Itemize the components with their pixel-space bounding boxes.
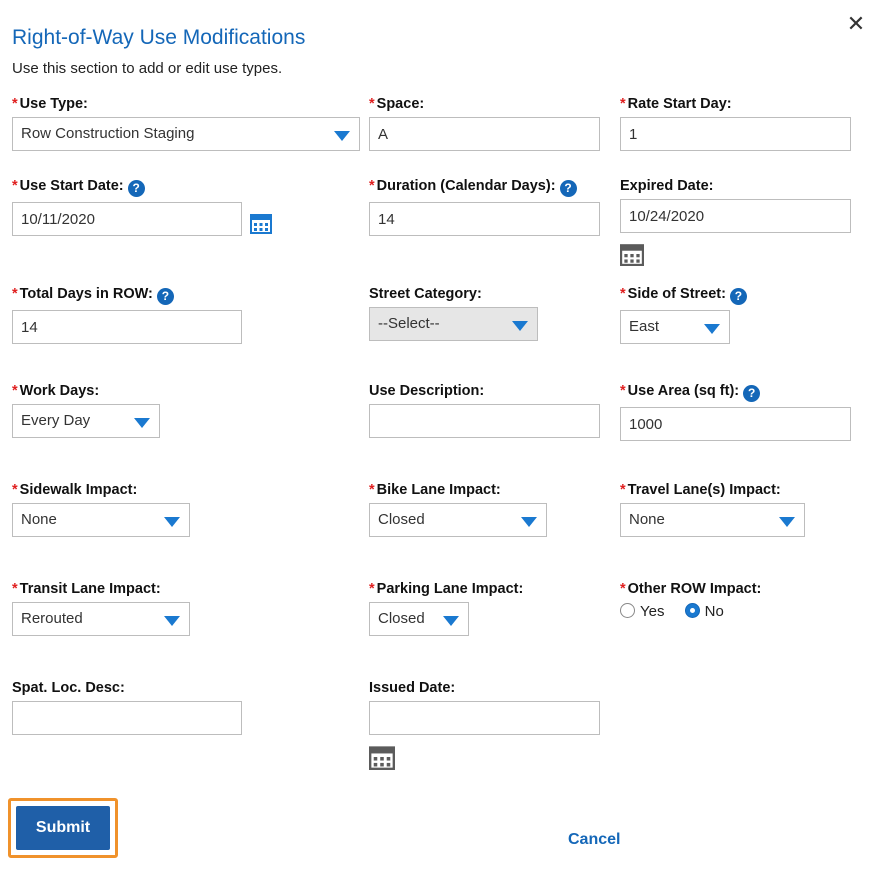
other-row-impact-radio-group: [620, 603, 761, 620]
submit-button-highlight: [8, 798, 118, 858]
calendar-icon[interactable]: [369, 744, 391, 766]
transit-lane-impact-value: Rerouted: [21, 610, 83, 627]
use-type-form: [0, 96, 882, 780]
other-row-impact-no-label: No: [704, 603, 724, 620]
page-title: Right-of-Way Use Modifications: [12, 26, 306, 49]
calendar-icon[interactable]: [250, 212, 272, 234]
required-marker: *: [620, 383, 626, 399]
use-description-input[interactable]: [369, 404, 600, 438]
required-marker: *: [620, 581, 626, 597]
parking-lane-impact-select[interactable]: [369, 602, 469, 636]
chevron-down-icon: [164, 517, 180, 527]
expired-date-input[interactable]: [620, 199, 851, 233]
chevron-down-icon: [164, 616, 180, 626]
spat-loc-desc-input[interactable]: [12, 701, 242, 735]
radio-no[interactable]: [685, 603, 700, 618]
sidewalk-impact-select[interactable]: [12, 503, 190, 537]
use-type-label: * Use Type:: [12, 96, 88, 112]
bike-lane-impact-label: * Bike Lane Impact:: [369, 482, 501, 498]
field-use-description: [369, 383, 600, 438]
chevron-down-icon: [134, 418, 150, 428]
use-type-select[interactable]: [12, 117, 360, 151]
side-of-street-select[interactable]: [620, 310, 730, 344]
required-marker: *: [12, 286, 18, 302]
page-subtitle: Use this section to add or edit use types.: [12, 60, 283, 77]
chevron-down-icon: [334, 131, 350, 141]
travel-lane-impact-value: None: [629, 511, 665, 528]
duration-input[interactable]: [369, 202, 600, 236]
help-icon[interactable]: ?: [560, 180, 577, 197]
travel-lane-impact-select[interactable]: [620, 503, 805, 537]
field-issued-date: [369, 680, 600, 735]
required-marker: *: [369, 178, 375, 194]
chevron-down-icon: [704, 324, 720, 334]
field-other-row-impact: [620, 581, 761, 620]
other-row-impact-no-option[interactable]: [685, 603, 724, 620]
help-icon[interactable]: ?: [743, 385, 760, 402]
field-bike-lane-impact: [369, 482, 547, 537]
total-days-in-row-label: * Total Days in ROW: ?: [12, 286, 242, 305]
other-row-impact-yes-option[interactable]: [620, 603, 664, 620]
submit-button[interactable]: Submit: [16, 806, 110, 850]
street-category-label: Street Category:: [369, 286, 482, 302]
other-row-impact-label: * Other ROW Impact:: [620, 581, 762, 597]
field-total-days-in-row: [12, 286, 242, 344]
space-label: * Space:: [369, 96, 425, 112]
other-row-impact-yes-label: Yes: [640, 603, 665, 620]
field-use-area: [620, 383, 851, 441]
work-days-select[interactable]: [12, 404, 160, 438]
work-days-value: Every Day: [21, 412, 91, 429]
chevron-down-icon: [512, 321, 528, 331]
street-category-value: --Select--: [378, 315, 440, 332]
use-start-date-input[interactable]: [12, 202, 242, 236]
required-marker: *: [620, 286, 626, 302]
use-area-label: * Use Area (sq ft): ?: [620, 383, 851, 402]
sidewalk-impact-label: * Sidewalk Impact:: [12, 482, 138, 498]
required-marker: *: [369, 482, 375, 498]
required-marker: *: [12, 383, 18, 399]
chevron-down-icon: [443, 616, 459, 626]
rate-start-day-input[interactable]: [620, 117, 851, 151]
field-rate-start-day: [620, 96, 851, 151]
chevron-down-icon: [779, 517, 795, 527]
required-marker: *: [12, 482, 18, 498]
spat-loc-desc-label: Spat. Loc. Desc:: [12, 680, 125, 696]
use-area-input[interactable]: [620, 407, 851, 441]
field-spat-loc-desc: [12, 680, 242, 735]
issued-date-input[interactable]: [369, 701, 600, 735]
side-of-street-value: East: [629, 318, 660, 335]
street-category-select[interactable]: [369, 307, 538, 341]
required-marker: *: [620, 482, 626, 498]
rate-start-day-label: * Rate Start Day:: [620, 96, 732, 112]
cancel-button[interactable]: Cancel: [568, 831, 621, 848]
sidewalk-impact-value: None: [21, 511, 57, 528]
parking-lane-impact-value: Closed: [378, 610, 425, 627]
field-parking-lane-impact: [369, 581, 523, 636]
required-marker: *: [12, 178, 18, 194]
radio-yes[interactable]: [620, 603, 635, 618]
expired-date-label: Expired Date:: [620, 178, 714, 194]
travel-lane-impact-label: * Travel Lane(s) Impact:: [620, 482, 781, 498]
space-input[interactable]: [369, 117, 600, 151]
bike-lane-impact-value: Closed: [378, 511, 425, 528]
field-sidewalk-impact: [12, 482, 190, 537]
transit-lane-impact-label: * Transit Lane Impact:: [12, 581, 161, 597]
parking-lane-impact-label: * Parking Lane Impact:: [369, 581, 524, 597]
field-transit-lane-impact: [12, 581, 190, 636]
field-expired-date: [620, 178, 851, 233]
field-use-type: [12, 96, 360, 151]
required-marker: *: [369, 96, 375, 112]
field-side-of-street: [620, 286, 747, 344]
use-start-date-label: * Use Start Date: ?: [12, 178, 242, 197]
work-days-label: * Work Days:: [12, 383, 100, 399]
side-of-street-label: * Side of Street: ?: [620, 286, 747, 305]
use-type-value: Row Construction Staging: [21, 125, 195, 142]
transit-lane-impact-select[interactable]: [12, 602, 190, 636]
field-street-category: [369, 286, 538, 341]
duration-label: * Duration (Calendar Days): ?: [369, 178, 600, 197]
field-work-days: [12, 383, 160, 438]
help-icon[interactable]: ?: [730, 288, 747, 305]
field-duration: [369, 178, 600, 236]
bike-lane-impact-select[interactable]: [369, 503, 547, 537]
required-marker: *: [620, 96, 626, 112]
required-marker: *: [369, 581, 375, 597]
help-icon[interactable]: ?: [128, 180, 145, 197]
required-marker: *: [12, 581, 18, 597]
issued-date-label: Issued Date:: [369, 680, 456, 696]
calendar-icon[interactable]: [620, 242, 642, 264]
help-icon[interactable]: ?: [157, 288, 174, 305]
field-space: [369, 96, 600, 151]
total-days-in-row-input[interactable]: [12, 310, 242, 344]
field-use-start-date: [12, 178, 242, 236]
close-icon[interactable]: ✕: [846, 12, 866, 37]
chevron-down-icon: [521, 517, 537, 527]
field-travel-lane-impact: [620, 482, 805, 537]
use-description-label: Use Description:: [369, 383, 485, 399]
required-marker: *: [12, 96, 18, 112]
